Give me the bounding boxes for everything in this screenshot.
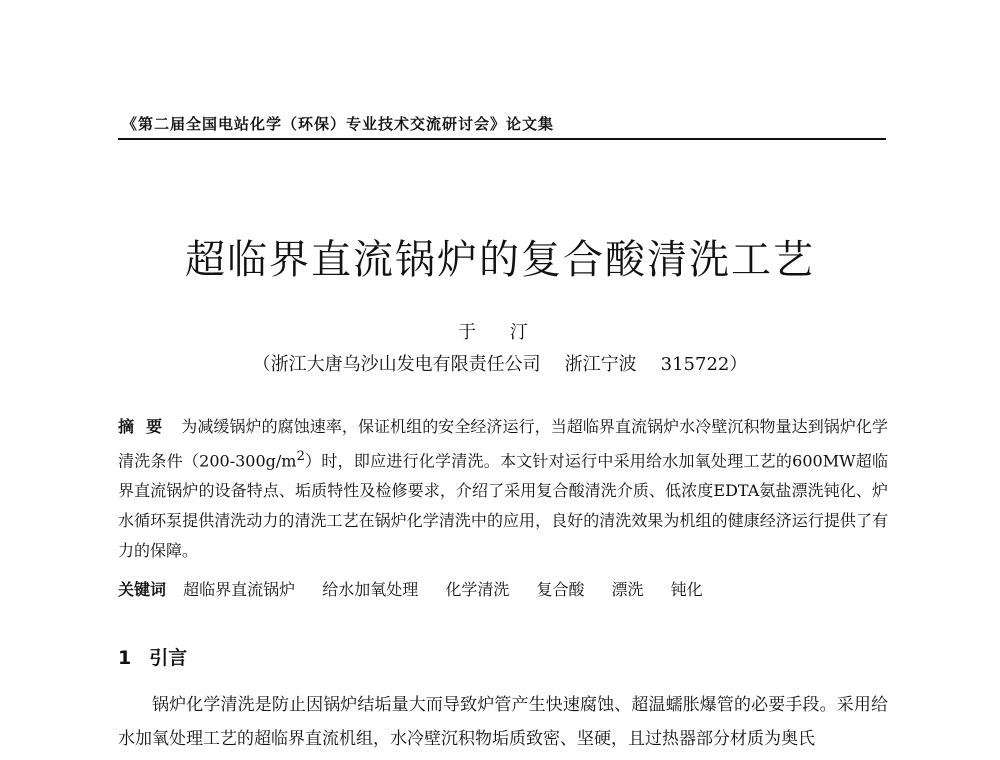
abstract-text-part1: 为减缓锅炉的腐蚀速率，保证机组的安全经济运行，当超临界直流锅炉水冷壁沉积物量达到锅炉化学清洗条件（200-300g/m [118, 417, 888, 471]
keywords [118, 577, 888, 600]
affiliation-org: （浙江大唐乌沙山发电有限责任公司 [252, 354, 541, 375]
keyword-item: 化学清洗 [445, 580, 510, 599]
section-number: 1 [118, 647, 132, 669]
body-text [118, 688, 888, 756]
keyword-item: 复合酸 [536, 580, 585, 599]
affiliation-postcode: 315722） [660, 354, 748, 375]
abstract-superscript: 2 [296, 449, 305, 464]
section-title: 引言 [149, 647, 188, 669]
keyword-item: 漂洗 [611, 580, 644, 599]
author-name: 于 汀 [458, 322, 542, 343]
body-paragraph: 锅炉化学清洗是防止因锅炉结垢量大而导致炉管产生快速腐蚀、超温蠕胀爆管的必要手段。采用给水加氧处理工艺的超临界直流机组，水冷壁沉积物垢质致密、坚硬，且过热器部分材质为奥氏 [118, 695, 888, 749]
running-header: 《第二届全国电站化学（环保）专业技术交流研讨会》论文集 [122, 115, 555, 133]
abstract-text-part2: ）时，即应进行化学清洗。本文针对运行中采用给水加氧处理工艺的600MW超临界直流锅炉的设备特点、垢质特性及检修要求，介绍了采用复合酸清洗介质、低浓度EDTA氨盐漂洗钝化、炉水循环泵提供清洗动力的清洗工艺在锅炉化学清洗中的应用，良好的清洗效果为机组的健康经济运行提供了有力的保障。 [118, 451, 888, 561]
header-rule [118, 138, 886, 140]
keywords-label: 关键词 [118, 580, 167, 599]
keyword-item: 超临界直流锅炉 [183, 580, 296, 599]
section-heading [118, 643, 187, 670]
keyword-item: 给水加氧处理 [322, 580, 419, 599]
affiliation-location: 浙江宁波 [564, 354, 637, 375]
paper-title: 超临界直流锅炉的复合酸清洗工艺 [185, 237, 815, 283]
author-affiliation [0, 350, 1000, 376]
abstract [118, 412, 888, 566]
abstract-label: 摘要 [118, 417, 175, 436]
keyword-item: 钝化 [670, 580, 703, 599]
